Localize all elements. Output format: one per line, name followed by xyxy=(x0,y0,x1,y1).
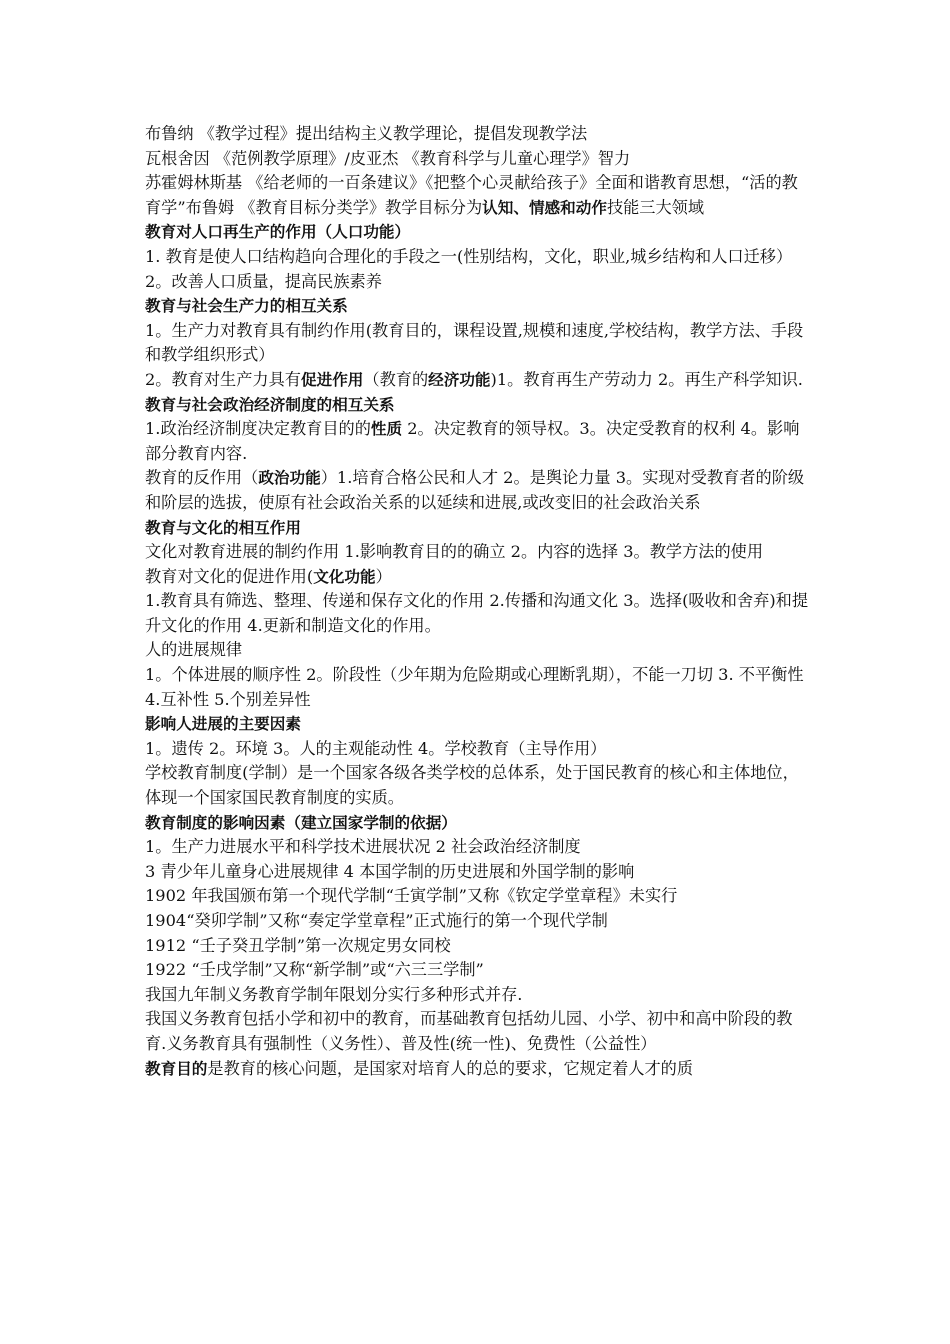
text-line-culture-roles: 1.教育具有筛选、整理、传递和保存文化的作用 2.传播和沟通文化 3。选择(吸收和舍弃)和提升文化的作用 4.更新和制造文化的作用。 xyxy=(145,591,809,635)
section-heading-population: 教育对人口再生产的作用（人口功能） xyxy=(145,223,411,242)
bold-term-political-function: 政治功能 xyxy=(258,469,321,488)
bold-term-economic-function: 经济功能 xyxy=(428,370,491,389)
text-line-population-functions: 1. 教育是使人口结构趋向合理化的手段之一(性别结构，文化，职业,城乡结构和人口迁移）2。改善人口质量，提高民族素养 xyxy=(145,246,793,291)
text-segment: 2。决定教育的领导权。3。决定受教育的权利 4。影响部分教育内容. xyxy=(145,419,800,463)
text-line-school-system-definition: 学校教育制度(学制）是一个国家各级各类学校的总体系，处于国民教育的核心和主体地位，体现一个国家国民教育制度的实质。 xyxy=(145,763,799,808)
text-line-economic-function xyxy=(145,368,810,393)
bold-term-nature: 性质 xyxy=(370,420,403,439)
text-segment: （教育的 xyxy=(363,369,429,389)
text-segment: 教育对文化的促进作用( xyxy=(145,566,314,586)
text-segment: 教育的反作用（ xyxy=(145,468,259,488)
text-line-factors-3-4: 3 青少年儿童身心进展规律 4 本国学制的历史进展和外国学制的影响 xyxy=(145,861,635,881)
section-heading-productivity: 教育与社会生产力的相互关系 xyxy=(145,297,348,316)
text-segment: )1。教育再生产劳动力 2。再生产科学知识. xyxy=(490,369,803,389)
text-segment: 技能三大领域 xyxy=(606,197,705,217)
text-line-development-factors: 1。遗传 2。环境 3。人的主观能动性 4。学校教育（主导作用） xyxy=(145,738,607,758)
text-segment: 1.政治经济制度决定教育目的的 xyxy=(145,419,371,439)
section-heading-politics: 教育与社会政治经济制度的相互关系 xyxy=(145,395,395,414)
text-line-factors-1-2: 1。生产力进展水平和科学技术进展状况 2 社会政治经济制度 xyxy=(145,837,581,857)
text-line-1904: 1904“癸卯学制”又称“奏定学堂章程”正式施行的第一个现代学制 xyxy=(145,911,608,930)
text-line-1902: 1902 年我国颁布第一个现代学制“壬寅学制”又称《钦定学堂章程》未实行 xyxy=(145,886,678,906)
text-segment: 2。教育对生产力具有 xyxy=(145,369,301,389)
text-segment: ）1.培育合格公民和人才 2。是舆论力量 3。实现对受教育者的阶级和阶层的选拔，使原有社会政治关系的以延续和进展,或改变旧的社会政治关系 xyxy=(145,468,805,512)
text-line-political-determination xyxy=(145,417,810,466)
text-segment: 苏霍姆林斯基 《给老师的一百条建议》《把整个心灵献给孩子》全面和谐教育思想，“活的教育学”布鲁姆 《教育目标分类学》教学目标分为 xyxy=(145,173,798,217)
bold-term-three-domains: 认知、情感和动作 xyxy=(482,198,607,217)
section-heading-school-system-factors: 教育制度的影响因素（建立国家学制的依据） xyxy=(145,813,457,832)
text-line-educational-aim xyxy=(145,1057,810,1082)
text-segment: ） xyxy=(375,566,392,586)
text-line-1922: 1922 “壬戌学制”又称“新学制”或“六三三学制” xyxy=(145,960,484,980)
text-line-political-function xyxy=(145,466,810,515)
text-line-compulsory-education: 我国义务教育包括小学和初中的教育，而基础教育包括幼儿园、小学、初中和高中阶段的教育.义务教育具有强制性（义务性）、普及性(统一性)、免费性（公益性） xyxy=(145,1009,793,1053)
text-segment: 是教育的核心问题，是国家对培育人的总的要求，它规定着人才的质 xyxy=(207,1058,694,1078)
text-line-sukhomlinsky xyxy=(145,171,810,220)
section-heading-development-factors: 影响人进展的主要因素 xyxy=(145,715,301,734)
text-line-development-laws-title: 人的进展规律 xyxy=(145,640,243,660)
text-line-1912: 1912 “壬子癸丑学制”第一次规定男女同校 xyxy=(145,935,451,955)
text-line-cultural-function xyxy=(145,565,810,590)
text-line-nine-year: 我国九年制义务教育学制年限划分实行多种形式并存. xyxy=(145,984,523,1004)
bold-term-promotion: 促进作用 xyxy=(301,370,364,389)
text-line-culture-constraints: 文化对教育进展的制约作用 1.影响教育目的的确立 2。内容的选择 3。教学方法的使用 xyxy=(145,542,764,562)
document-page xyxy=(145,122,810,1081)
section-heading-culture: 教育与文化的相互作用 xyxy=(145,518,301,537)
text-line-bruner: 布鲁纳 《教学过程》提出结构主义教学理论，提倡发现教学法 xyxy=(145,124,588,143)
text-line-development-laws: 1。个体进展的顺序性 2。阶段性（少年期为危险期或心理断乳期），不能一刀切 3. 不平衡性 4.互补性 5.个别差异性 xyxy=(145,665,804,709)
text-line-productivity-constraints: 1。生产力对教育具有制约作用(教育目的，课程设置,规模和速度,学校结构，教学方法、手段和教学组织形式） xyxy=(145,320,804,365)
text-line-wagenschein: 瓦根舍因 《范例教学原理》/皮亚杰 《教育科学与儿童心理学》智力 xyxy=(145,148,631,168)
bold-term-cultural-function: 文化功能 xyxy=(313,567,376,586)
bold-term-educational-aim: 教育目的 xyxy=(145,1059,208,1078)
